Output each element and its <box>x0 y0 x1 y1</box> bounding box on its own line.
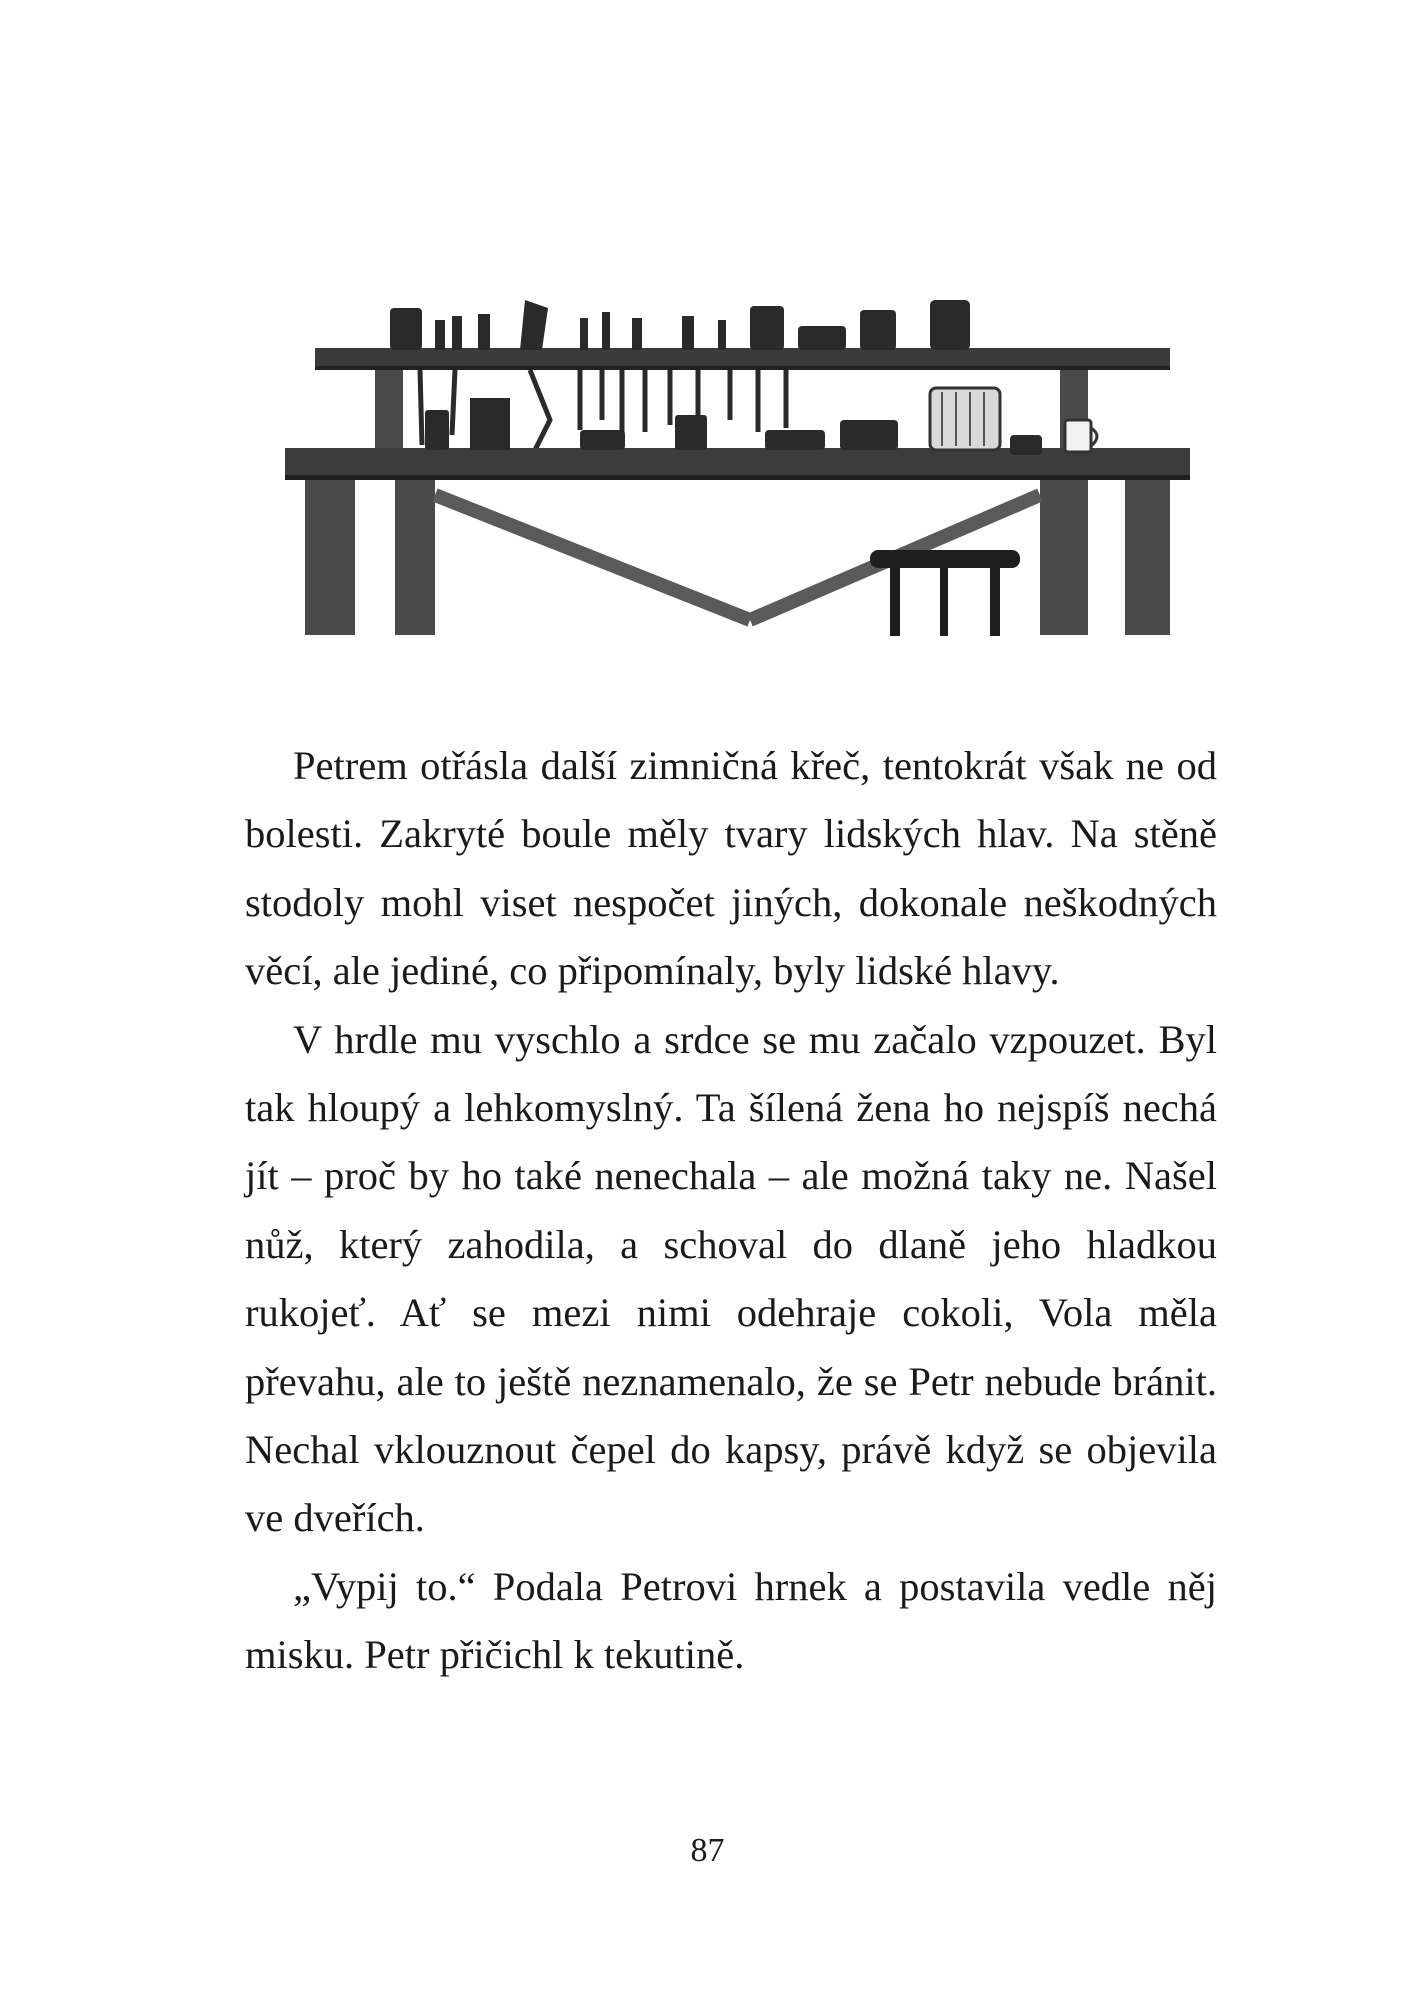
stool-icon <box>870 550 1020 636</box>
page-number: 87 <box>690 1832 725 1869</box>
basket <box>930 388 1000 450</box>
paragraph: V hrdle mu vyschlo a srdce se mu začalo vzpouzet. Byl tak hloupý a lehkomyslný. Ta šílená žena ho nejspíš nechá jít – proč by ho také nenechala – ale možná taky ne. Našel nůž, který zahodila, a schoval do dlaně jeho hladkou rukojeť. Ať se mezi nimi odehraje cokoli, Vola měla převahu, ale to ještě neznamenalo, že se Petr nebude bránit. Nechal vklouznout čepel do kapsy, právě když se objevila ve dveřích. <box>245 1016 1217 1541</box>
mug-icon <box>1065 420 1097 452</box>
paragraph: „Vypij to.“ Podala Petrovi hrnek a postavila vedle něj misku. Petr přičichl k tekutině. <box>245 1563 1217 1678</box>
body-text <box>245 732 1217 1690</box>
workbench-top <box>285 448 1190 480</box>
shelf-objects <box>390 300 970 350</box>
paragraph: Petrem otřásla další zimničná křeč, tentokrát však ne od bolesti. Zakryté boule měly tvary lidských hlav. Na stěně stodoly mohl viset nespočet jiných, dokonale neškodných věcí, ale jediné, co připomínaly, byly lidské hlavy. <box>245 743 1217 994</box>
workbench-illustration <box>230 270 1250 640</box>
